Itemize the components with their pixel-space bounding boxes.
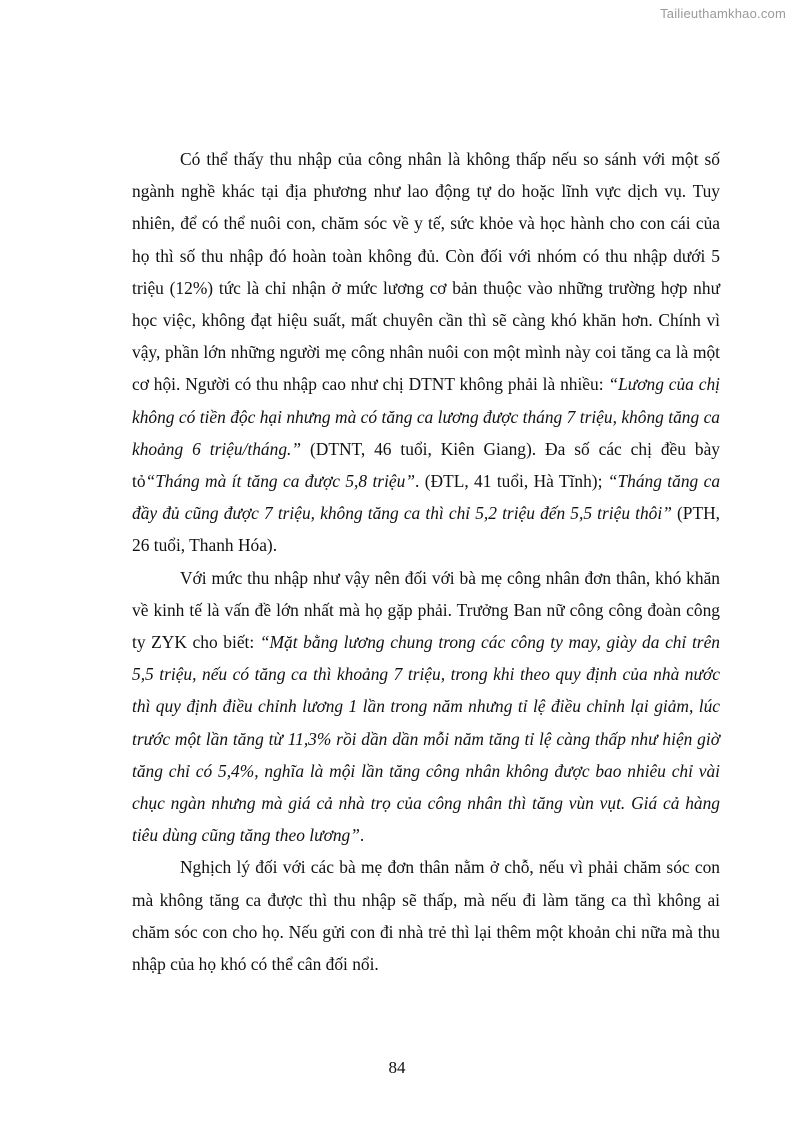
paragraph-text: Với mức thu nhập như vậy nên đối với bà mẹ công nhân đơn thân, khó khăn về kinh tế là vấn đề lớn nhất mà họ gặp phải. Trưởng Ban nữ công công đoàn công ty ZYK cho biết: xyxy=(132,567,720,653)
interview-quote: “Mặt bằng lương chung trong các công ty may, giày da chỉ trên 5,5 triệu, nếu có tăng ca thì khoảng 7 triệu, trong khi theo quy định của nhà nước thì quy định điều chỉnh lương 1 lần trong năm nhưng tỉ lệ điều chỉnh lại giảm, lúc trước một lần tăng từ 11,3% rồi dần dần mỗi năm tăng tỉ lệ càng thấp như hiện giờ tăng chỉ có 5,4%, nghĩa là mội lần tăng công nhân không được bao nhiêu chỉ vài chục ngàn nhưng mà giá cả nhà trọ của công nhân thì tăng vùn vụt. Giá cả hàng tiêu dùng cũng tăng theo lương” xyxy=(132,632,720,846)
page-number: 84 xyxy=(388,1058,406,1077)
paragraph-text: . xyxy=(359,825,365,846)
interview-quote: “Tháng tăng ca đầy đủ cũng được 7 triệu, không tăng ca thì chỉ 5,2 triệu đến 5,5 triệu thôi” xyxy=(132,471,721,524)
paragraph-2 xyxy=(132,562,720,852)
paragraph-text: (PTH, 26 tuổi, Thanh Hóa). xyxy=(132,503,720,556)
interview-quote: “Tháng mà ít tăng ca được 5,8 triệu” xyxy=(145,471,415,492)
watermark-text: Tailieuthamkhao.com xyxy=(660,6,786,21)
paragraph-1 xyxy=(132,143,720,562)
paragraph-text: Nghịch lý đối với các bà mẹ đơn thân nằm ở chỗ, nếu vì phải chăm sóc con mà không tăng ca được thì thu nhập sẽ thấp, mà nếu đi làm tăng ca thì không ai chăm sóc con cho họ. Nếu gửi con đi nhà trẻ thì lại thêm một khoản chi nữa mà thu nhập của họ khó có thể cân đối nổi. xyxy=(132,857,720,975)
paragraph-text: . (ĐTL, 41 tuổi, Hà Tĩnh); xyxy=(415,471,608,492)
paragraph-text: (DTNT, 46 tuổi, Kiên Giang). Đa số các chị đều bày tỏ xyxy=(132,438,720,492)
paragraph-text: Có thể thấy thu nhập của công nhân là không thấp nếu so sánh với một số ngành nghề khác tại địa phương như lao động tự do hoặc lĩnh vực dịch vụ. Tuy nhiên, để có thể nuôi con, chăm sóc về y tế, sức khỏe và học hành cho con cái của họ thì số thu nhập đó hoàn toàn không đủ. Còn đối với nhóm có thu nhập dưới 5 triệu (12%) tức là chỉ nhận ở mức lương cơ bản thuộc vào những trường hợp như học việc, không đạt hiệu suất, mất chuyên cần thì sẽ càng khó khăn hơn. Chính vì vậy, phần lớn những người mẹ công nhân nuôi con một mình này coi tăng ca là một cơ hội. Người có thu nhập cao như chị DTNT không phải là nhiều: xyxy=(132,149,720,395)
interview-quote: “Lương của chị không có tiền độc hại nhưng mà có tăng ca lương được tháng 7 triệu, không tăng ca khoảng 6 triệu/tháng.” xyxy=(132,374,720,459)
paragraph-3 xyxy=(132,851,720,980)
document-body xyxy=(132,143,720,980)
